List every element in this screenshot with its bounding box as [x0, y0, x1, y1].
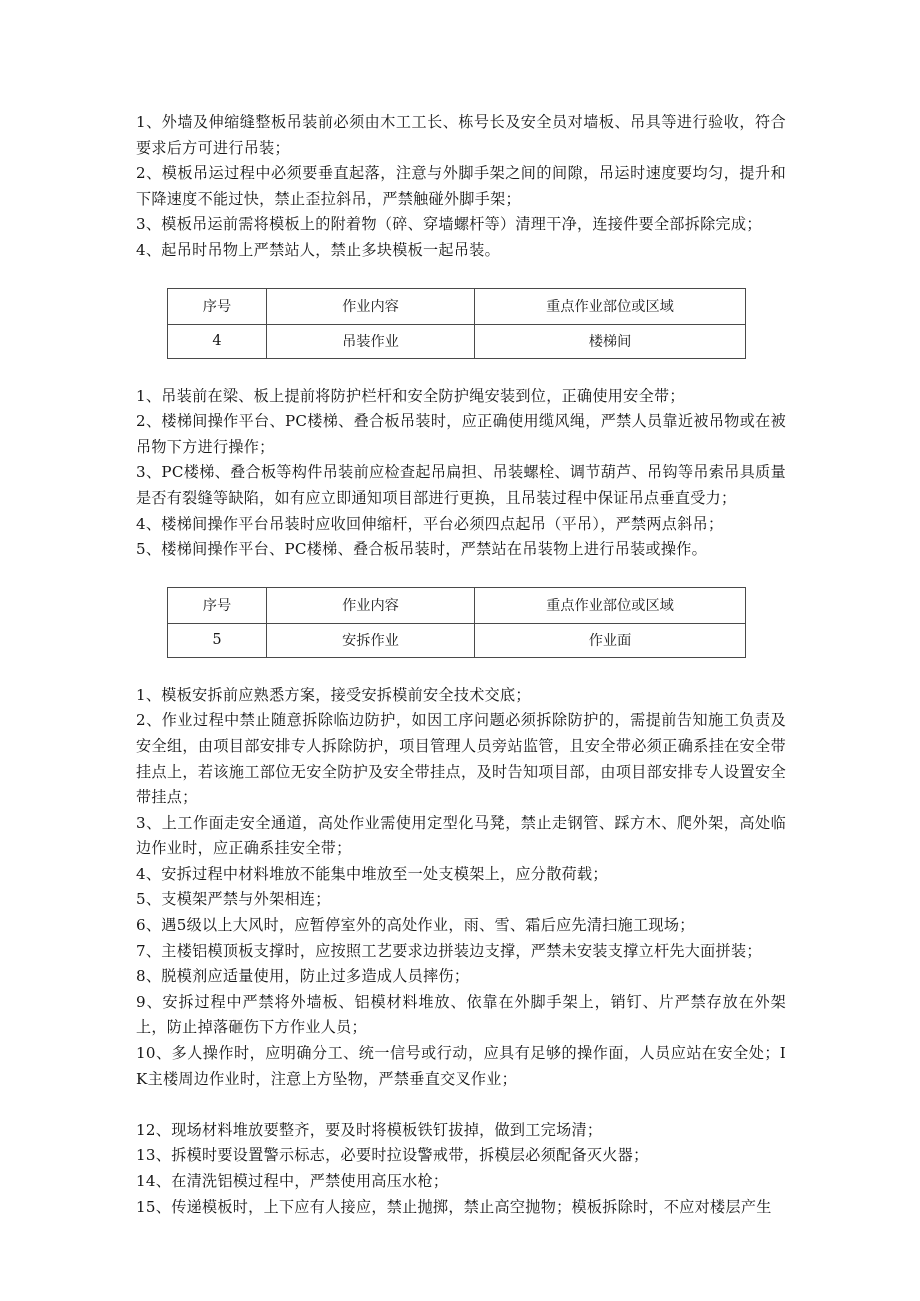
document-body [136, 110, 786, 1220]
paragraph-group-hoisting-wall [136, 110, 786, 264]
paragraph-item: 2、楼梯间操作平台、PC楼梯、叠合板吊装时，应正确使用缆风绳，严禁人员靠近被吊物或在被吊物下方进行操作； [136, 412, 786, 456]
table-row [168, 324, 746, 358]
paragraph-item: 14、在清洗铝模过程中，严禁使用高压水枪； [136, 1172, 449, 1190]
paragraph-item: 10、多人操作时，应明确分工、统一信号或行动，应具有足够的操作面，人员应站在安全处；IK主楼周边作业时，注意上方坠物，严禁垂直交叉作业； [136, 1044, 786, 1088]
paragraph-item: 4、安拆过程中材料堆放不能集中堆放至一处支模架上，应分散荷载； [136, 864, 608, 883]
paragraph-item: 1、吊装前在梁、板上提前将防护栏杆和安全防护绳安装到位，正确使用安全带； [136, 386, 685, 405]
job-table-4 [167, 288, 746, 359]
paragraph-item: 6、遇5级以上大风时，应暂停室外的高处作业，雨、雪、霜后应先清扫施工现场； [136, 916, 695, 935]
paragraph-item: 2、模板吊运过程中必须要垂直起落，注意与外脚手架之间的间隙，吊运时速度要均匀，提升和下降速度不能过快，禁止歪拉斜吊，严禁触碰外脚手架； [136, 164, 786, 208]
table-header-cell-area: 重点作业部位或区域 [475, 587, 746, 623]
table-header-row [168, 587, 746, 623]
paragraph-item: 8、脱模剂应适量使用，防止过多造成人员摔伤； [136, 967, 470, 986]
paragraph-item: 1、外墙及伸缩缝整板吊装前必须由木工工长、栋号长及安全员对墙板、吊具等进行验收，符合要求后方可进行吊装； [136, 113, 786, 157]
paragraph-item: 5、楼梯间操作平台、PC楼梯、叠合板吊装时，严禁站在吊装物上进行吊装或操作。 [136, 540, 708, 559]
blank-line-spacer [136, 1092, 786, 1118]
table-cell-content: 吊装作业 [267, 324, 475, 358]
paragraph-item: 9、安拆过程中严禁将外墙板、铝模材料堆放、依靠在外脚手架上，销钉、片严禁存放在外架上，防止掉落砸伤下方作业人员； [136, 992, 786, 1037]
table-cell-index: 5 [168, 623, 267, 657]
spacer [136, 658, 786, 683]
paragraph-item: 2、作业过程中禁止随意拆除临边防护，如因工序问题必须拆除防护的，需提前告知施工负责及安全组，由项目部安排专人拆除防护，项目管理人员旁站监管，且安全带必须正确系挂在安全带挂点上，若该施工部位无安全防护及安全带挂点，及时告知项目部，由项目部安排专人设置安全带挂点； [136, 711, 786, 807]
spacer [136, 264, 786, 288]
table-cell-content: 安拆作业 [267, 623, 475, 657]
paragraph-group-hoisting-stairs [136, 384, 786, 563]
table-header-row [168, 288, 746, 324]
table-cell-index: 4 [168, 324, 267, 358]
paragraph-item: 15、传递模板时，上下应有人接应，禁止抛掷，禁止高空抛物；模板拆除时，不应对楼层产生 [136, 1197, 772, 1216]
spacer [136, 563, 786, 587]
paragraph-item: 4、楼梯间操作平台吊装时应收回伸缩杆，平台必须四点起吊（平吊），严禁两点斜吊； [136, 514, 724, 533]
table-cell-area: 楼梯间 [475, 324, 746, 358]
table-header-cell-index: 序号 [168, 288, 267, 324]
table-4-wrapper [136, 288, 786, 359]
paragraph-group-install-dismantle [136, 683, 786, 1093]
paragraph-item: 12、现场材料堆放要整齐，要及时将模板铁钉拔掉，做到工完场清； [136, 1120, 603, 1139]
paragraph-item: 5、支模架严禁与外架相连； [136, 890, 331, 909]
table-cell-area: 作业面 [475, 623, 746, 657]
paragraph-group-install-dismantle-cont [136, 1118, 786, 1220]
table-row [168, 623, 746, 657]
table-5-wrapper [136, 587, 786, 658]
table-header-cell-index: 序号 [168, 587, 267, 623]
paragraph-item: 4、起吊时吊物上严禁站人，禁止多块模板一起吊装。 [136, 240, 501, 259]
paragraph-item: 3、模板吊运前需将模板上的附着物（碎、穿墙螺杆等）清理干净，连接件要全部拆除完成； [136, 215, 762, 234]
paragraph-item: 7、主楼铝模顶板支撑时，应按照工艺要求边拼装边支撑，严禁未安装支撑立杆先大面拼装； [136, 941, 762, 960]
spacer [136, 359, 786, 384]
table-header-cell-area: 重点作业部位或区域 [475, 288, 746, 324]
table-header-cell-content: 作业内容 [267, 288, 475, 324]
paragraph-item: 3、上工作面走安全通道，高处作业需使用定型化马凳，禁止走钢管、踩方木、爬外架，高处临边作业时，应正确系挂安全带； [136, 813, 786, 858]
paragraph-item: 3、PC楼梯、叠合板等构件吊装前应检查起吊扁担、吊装螺栓、调节葫芦、吊钩等吊索吊具质量是否有裂缝等缺陷，如有应立即通知项目部进行更换，且吊装过程中保证吊点垂直受力； [136, 463, 786, 507]
paragraph-item: 13、拆模时要设置警示标志，必要时拉设警戒带，拆模层必须配备灭火器； [136, 1146, 649, 1165]
job-table-5 [167, 587, 746, 658]
paragraph-item: 1、模板安拆前应熟悉方案，接受安拆模前安全技术交底； [136, 685, 531, 704]
table-header-cell-content: 作业内容 [267, 587, 475, 623]
